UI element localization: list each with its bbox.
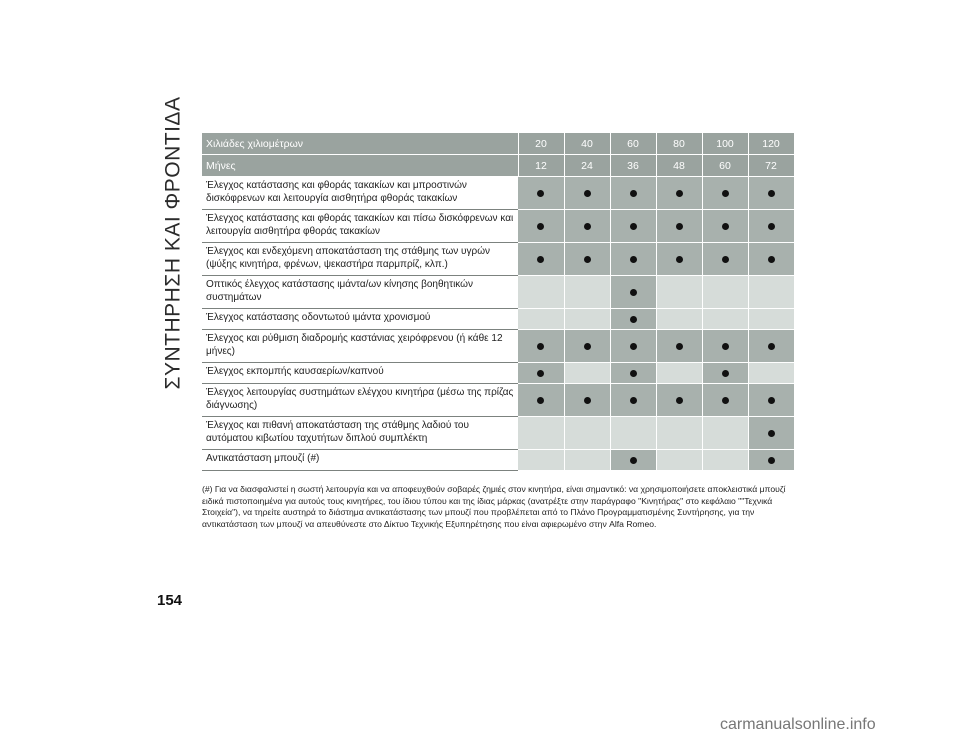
months-header-row	[202, 155, 794, 177]
service-cell-empty	[564, 276, 610, 309]
service-cell-scheduled	[656, 177, 702, 210]
bullet-icon	[722, 397, 729, 404]
service-cell-scheduled	[610, 276, 656, 309]
service-cell-empty	[748, 276, 794, 309]
table-row	[202, 417, 794, 450]
service-cell-scheduled	[656, 330, 702, 363]
bullet-icon	[584, 343, 591, 350]
km-header-row	[202, 133, 794, 155]
bullet-icon	[676, 397, 683, 404]
table-row	[202, 177, 794, 210]
km-header-cell: 120	[748, 133, 794, 155]
service-cell-scheduled	[702, 243, 748, 276]
service-cell-empty	[564, 363, 610, 384]
bullet-icon	[630, 223, 637, 230]
service-cell-scheduled	[702, 384, 748, 417]
table-row	[202, 210, 794, 243]
table-row	[202, 243, 794, 276]
service-cell-scheduled	[610, 363, 656, 384]
task-description: Έλεγχος κατάστασης και φθοράς τακακίων και μπροστινών δισκόφρενων και λειτουργία αισθητήρα φθοράς τακακίων	[202, 177, 518, 210]
bullet-icon	[584, 397, 591, 404]
service-cell-scheduled	[564, 177, 610, 210]
service-cell-scheduled	[518, 177, 564, 210]
km-header-cell: 60	[610, 133, 656, 155]
service-cell-scheduled	[610, 177, 656, 210]
service-cell-scheduled	[518, 330, 564, 363]
bullet-icon	[722, 256, 729, 263]
months-header-cell: 72	[748, 155, 794, 177]
service-cell-scheduled	[748, 210, 794, 243]
bullet-icon	[630, 457, 637, 464]
service-cell-empty	[564, 417, 610, 450]
table-row	[202, 363, 794, 384]
table-row	[202, 309, 794, 330]
service-cell-scheduled	[656, 210, 702, 243]
bullet-icon	[537, 256, 544, 263]
service-cell-scheduled	[564, 243, 610, 276]
service-cell-empty	[610, 417, 656, 450]
bullet-icon	[676, 223, 683, 230]
months-header-cell: 12	[518, 155, 564, 177]
service-cell-scheduled	[610, 243, 656, 276]
bullet-icon	[630, 397, 637, 404]
bullet-icon	[676, 343, 683, 350]
bullet-icon	[768, 256, 775, 263]
bullet-icon	[584, 256, 591, 263]
maintenance-rows	[202, 177, 794, 471]
km-header-cell: 20	[518, 133, 564, 155]
service-cell-scheduled	[564, 330, 610, 363]
bullet-icon	[768, 343, 775, 350]
bullet-icon	[676, 190, 683, 197]
service-cell-empty	[702, 450, 748, 471]
bullet-icon	[537, 370, 544, 377]
table-row	[202, 330, 794, 363]
service-cell-scheduled	[748, 450, 794, 471]
service-cell-empty	[656, 450, 702, 471]
bullet-icon	[584, 223, 591, 230]
table-row	[202, 450, 794, 471]
service-cell-scheduled	[610, 450, 656, 471]
months-header-cell: 48	[656, 155, 702, 177]
bullet-icon	[722, 370, 729, 377]
bullet-icon	[768, 223, 775, 230]
bullet-icon	[768, 430, 775, 437]
bullet-icon	[630, 256, 637, 263]
service-cell-scheduled	[748, 177, 794, 210]
task-description: Έλεγχος εκπομπής καυσαερίων/καπνού	[202, 363, 518, 384]
bullet-icon	[630, 343, 637, 350]
service-cell-scheduled	[748, 330, 794, 363]
service-cell-empty	[564, 450, 610, 471]
service-cell-scheduled	[702, 330, 748, 363]
footnote: (#) Για να διασφαλιστεί η σωστή λειτουργία και να αποφευχθούν σοβαρές ζημιές στον κινητήρα, είναι σημαντικό: να χρησιμοποιήσετε αποκλειστικά μπουζί ειδικά πιστοποιημένα για αυτούς τους κινητήρες, του ίδιου τύπου και της ίδιας μάρκας (ανατρέξτε στην παράγραφο "Κινητήρας" στο κεφάλαιο ""Τεχνικά Στοιχεία"), να τηρείτε αυστηρά το διάστημα αντικατάστασης των μπουζί που προβλέπεται από το Πλάνο Προγραμματισμένης Συντήρησης, για την αντικατάσταση των μπουζί να απευθύνεστε στο Δίκτυο Τεχνικής Εξυπηρέτησης που είναι αφιερωμένο στην Alfa Romeo.	[202, 484, 786, 529]
service-cell-scheduled	[518, 384, 564, 417]
bullet-icon	[584, 190, 591, 197]
bullet-icon	[768, 190, 775, 197]
service-cell-empty	[656, 363, 702, 384]
service-cell-scheduled	[564, 210, 610, 243]
service-cell-empty	[702, 309, 748, 330]
service-cell-scheduled	[518, 210, 564, 243]
task-description: Έλεγχος κατάστασης οδοντωτού ιμάντα χρονισμού	[202, 309, 518, 330]
service-cell-empty	[518, 309, 564, 330]
service-cell-scheduled	[610, 330, 656, 363]
bullet-icon	[768, 457, 775, 464]
service-cell-empty	[656, 276, 702, 309]
service-cell-scheduled	[702, 177, 748, 210]
bullet-icon	[630, 316, 637, 323]
task-description: Αντικατάσταση μπουζί (#)	[202, 450, 518, 471]
months-header-cell: 60	[702, 155, 748, 177]
service-cell-empty	[518, 276, 564, 309]
service-cell-empty	[564, 309, 610, 330]
bullet-icon	[630, 370, 637, 377]
km-header-label: Χιλιάδες χιλιομέτρων	[202, 133, 518, 155]
bullet-icon	[768, 397, 775, 404]
service-cell-empty	[656, 417, 702, 450]
task-description: Έλεγχος και πιθανή αποκατάσταση της στάθμης λαδιού του αυτόματου κιβωτίου ταχυτήτων διπλού συμπλέκτη	[202, 417, 518, 450]
service-cell-empty	[518, 450, 564, 471]
service-cell-empty	[656, 309, 702, 330]
task-description: Οπτικός έλεγχος κατάστασης ιμάντα/ων κίνησης βοηθητικών συστημάτων	[202, 276, 518, 309]
page-number: 154	[157, 592, 183, 609]
bullet-icon	[630, 289, 637, 296]
service-cell-scheduled	[748, 384, 794, 417]
section-title-text: ΣΥΝΤΗΡΗΣΗ ΚΑΙ ΦΡΟΝΤΙΔΑ	[161, 96, 185, 390]
service-cell-scheduled	[564, 384, 610, 417]
bullet-icon	[676, 256, 683, 263]
bullet-icon	[537, 343, 544, 350]
table-row	[202, 276, 794, 309]
maintenance-table	[202, 133, 795, 471]
service-cell-scheduled	[656, 384, 702, 417]
service-cell-scheduled	[748, 243, 794, 276]
service-cell-empty	[748, 309, 794, 330]
section-title	[158, 96, 188, 390]
task-description: Έλεγχος και ενδεχόμενη αποκατάσταση της στάθμης των υγρών (ψύξης κινητήρα, φρένων, ψεκαστήρα παρμπρίζ, κλπ.)	[202, 243, 518, 276]
bullet-icon	[537, 397, 544, 404]
bullet-icon	[722, 343, 729, 350]
bullet-icon	[537, 223, 544, 230]
service-cell-scheduled	[656, 243, 702, 276]
service-cell-empty	[748, 363, 794, 384]
months-header-label: Μήνες	[202, 155, 518, 177]
km-header-cell: 80	[656, 133, 702, 155]
service-cell-empty	[518, 417, 564, 450]
task-description: Έλεγχος κατάστασης και φθοράς τακακίων και πίσω δισκόφρενων και λειτουργία αισθητήρα φθοράς τακακίων	[202, 210, 518, 243]
km-header-cell: 100	[702, 133, 748, 155]
bullet-icon	[630, 190, 637, 197]
months-header-cell: 36	[610, 155, 656, 177]
service-cell-scheduled	[518, 363, 564, 384]
bullet-icon	[537, 190, 544, 197]
service-cell-empty	[702, 276, 748, 309]
bullet-icon	[722, 190, 729, 197]
service-cell-scheduled	[748, 417, 794, 450]
watermark: carmanualsonline.info	[720, 716, 876, 733]
months-header-cell: 24	[564, 155, 610, 177]
service-cell-scheduled	[610, 384, 656, 417]
bullet-icon	[722, 223, 729, 230]
service-cell-scheduled	[702, 210, 748, 243]
service-cell-scheduled	[610, 210, 656, 243]
service-cell-empty	[702, 417, 748, 450]
service-cell-scheduled	[518, 243, 564, 276]
service-cell-scheduled	[610, 309, 656, 330]
task-description: Έλεγχος λειτουργίας συστημάτων ελέγχου κινητήρα (μέσω της πρίζας διάγνωσης)	[202, 384, 518, 417]
km-header-cell: 40	[564, 133, 610, 155]
service-cell-scheduled	[702, 363, 748, 384]
task-description: Έλεγχος και ρύθμιση διαδρομής καστάνιας χειρόφρενου (ή κάθε 12 μήνες)	[202, 330, 518, 363]
table-row	[202, 384, 794, 417]
